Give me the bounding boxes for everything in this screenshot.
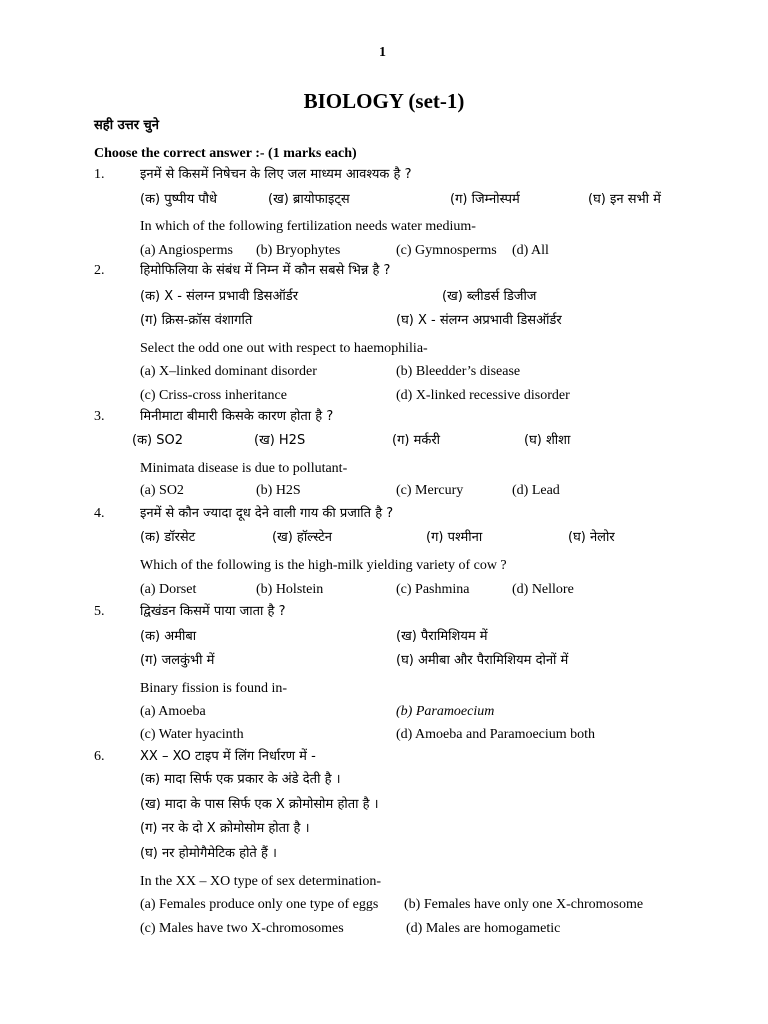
english-option: (c) Water hyacinth — [140, 727, 244, 742]
hindi-option: (ग) जलकुंभी में — [140, 653, 215, 668]
question-number: 4. — [94, 506, 105, 521]
hindi-question: द्विखंडन किसमें पाया जाता है ? — [140, 604, 286, 619]
hindi-option: (ख) हॉल्स्टेन — [272, 530, 333, 545]
hindi-option: (घ) शीशा — [524, 433, 571, 448]
hindi-option: (ख) ब्रायोफाइट्स — [268, 192, 350, 207]
english-question: In the XX – XO type of sex determination- — [140, 874, 382, 889]
english-option: (c) Males have two X-chromosomes — [140, 921, 344, 936]
question-number: 2. — [94, 263, 105, 278]
hindi-option: (ग) जिम्नोस्पर्म — [450, 192, 520, 207]
hindi-option: (क) मादा सिर्फ एक प्रकार के अंडे देती है । — [140, 772, 341, 787]
english-option: (a) Angiosperms — [140, 243, 233, 258]
question-number: 6. — [94, 749, 105, 764]
english-question: Which of the following is the high-milk yielding variety of cow ? — [140, 558, 507, 573]
english-option: (d) All — [512, 243, 549, 258]
english-option: (a) Females produce only one type of eggs — [140, 897, 379, 912]
hindi-option: (ग) मर्करी — [392, 433, 441, 448]
hindi-question: इनमें से किसमें निषेचन के लिए जल माध्यम आवश्यक है ? — [140, 167, 412, 182]
hindi-option: (ख) मादा के पास सिर्फ एक X क्रोमोसोम होता है । — [140, 797, 379, 812]
english-question: In which of the following fertilization needs water medium- — [140, 219, 476, 234]
page-title: BIOLOGY (set-1) — [303, 89, 465, 113]
english-option: (c) Gymnosperms — [396, 243, 497, 258]
english-option: (c) Criss-cross inheritance — [140, 388, 287, 403]
question-number: 3. — [94, 409, 105, 424]
hindi-option: (क) X - संलग्न प्रभावी डिसऑर्डर — [140, 289, 299, 304]
hindi-option: (क) SO2 — [132, 433, 184, 448]
english-option: (b) Paramoecium — [396, 704, 495, 719]
hindi-option: (घ) नेलोर — [568, 530, 615, 545]
hindi-question: हिमोफिलिया के संबंध में निम्न में कौन सबसे भिन्न है ? — [140, 263, 391, 278]
hindi-option: (घ) नर होमोगैमेटिक होते हैं । — [140, 846, 277, 861]
hindi-option: (ग) नर के दो X क्रोमोसोम होता है । — [140, 821, 310, 836]
english-question: Binary fission is found in- — [140, 681, 287, 696]
english-option: (d) Amoeba and Paramoecium both — [396, 727, 596, 742]
english-option: (a) Dorset — [140, 582, 197, 597]
hindi-option: (क) अमीबा — [140, 629, 197, 644]
hindi-option: (घ) इन सभी में — [588, 192, 661, 207]
page-number: 1 — [379, 45, 386, 60]
english-option: (d) Nellore — [512, 582, 574, 597]
hindi-option: (ख) पैरामिशियम में — [396, 629, 488, 644]
english-option: (b) Holstein — [256, 582, 324, 597]
hindi-question: XX – XO टाइप में लिंग निर्धारण में - — [140, 749, 316, 764]
english-option: (a) SO2 — [140, 483, 184, 498]
english-option: (d) X-linked recessive disorder — [396, 388, 570, 403]
hindi-option: (ग) पश्मीना — [426, 530, 483, 545]
hindi-question: मिनीमाटा बीमारी किसके कारण होता है ? — [140, 409, 334, 424]
english-option: (b) Females have only one X-chromosome — [404, 897, 644, 912]
english-question: Minimata disease is due to pollutant- — [140, 461, 348, 476]
hindi-option: (ग) क्रिस-क्रॉस वंशागति — [140, 313, 253, 328]
english-option: (c) Mercury — [396, 483, 464, 498]
instruction: Choose the correct answer :- (1 marks each) — [94, 146, 357, 161]
english-question: Select the odd one out with respect to haemophilia- — [140, 341, 428, 356]
hindi-option: (घ) X - संलग्न अप्रभावी डिसऑर्डर — [396, 313, 562, 328]
hindi-question: इनमें से कौन ज्यादा दूध देने वाली गाय की प्रजाति है ? — [140, 506, 394, 521]
english-option: (b) H2S — [256, 483, 301, 498]
hindi-option: (क) पुष्पीय पौधे — [140, 192, 217, 207]
english-option: (b) Bleedder’s disease — [396, 364, 521, 379]
english-option: (a) X–linked dominant disorder — [140, 364, 317, 379]
english-option: (b) Bryophytes — [256, 243, 341, 258]
question-number: 5. — [94, 604, 105, 619]
english-option: (c) Pashmina — [396, 582, 470, 597]
hindi-option: (घ) अमीबा और पैरामिशियम दोनों में — [396, 653, 569, 668]
english-option: (d) Males are homogametic — [406, 921, 561, 936]
hindi-option: (ख) ब्लीडर्स डिजीज — [442, 289, 537, 304]
english-option: (d) Lead — [512, 483, 560, 498]
question-number: 1. — [94, 167, 105, 182]
english-option: (a) Amoeba — [140, 704, 206, 719]
hindi-option: (क) डॉरसेट — [140, 530, 196, 545]
hindi-option: (ख) H2S — [254, 433, 306, 448]
hindi-heading: सही उत्तर चुने — [94, 118, 160, 133]
